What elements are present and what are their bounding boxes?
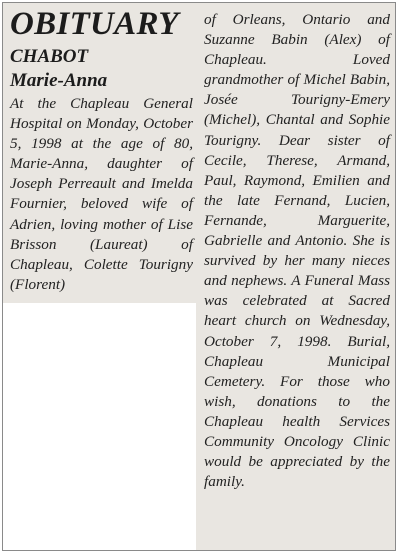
obituary-column-right: [204, 10, 390, 492]
deceased-given-name: Marie-Anna: [10, 70, 108, 91]
obituary-text-column-1: At the Chapleau General Hospital on Monday, October 5, 1998 at the age of 80, Marie-Anna, daughter of Joseph Perreault and Imelda Fournier, beloved wife of Adrien, loving mother of Lise Brisson (Laureat) of Chapleau, Colette Tourigny (Florent): [10, 95, 193, 293]
newspaper-clipping: [2, 2, 396, 551]
obituary-text-column-2: of Orleans, Ontario and Suzanne Babin (Alex) of Chapleau. Loved grandmother of Michel Babin, Josée Tourigny-Emery (Michel), Chantal and Sophie Tourigny. Dear sister of Cecile, Therese, Armand, Paul, Raymond, Emilien and the late Fernand, Lucien, Fernande, Marguerite, Gabrielle and Antonio. She is survived by her many nieces and nephews. A Funeral Mass was celebrated at Sacred heart church on Wednesday, October 7, 1998. Burial, Chapleau Municipal Cemetery. For those who wish, donations to the Chapleau health Services Community Oncology Clinic would be appreciated by the family.: [204, 11, 390, 491]
obituary-heading: OBITUARY: [10, 6, 179, 42]
deceased-surname: CHABOT: [10, 46, 89, 67]
obituary-column-left: [10, 3, 193, 295]
